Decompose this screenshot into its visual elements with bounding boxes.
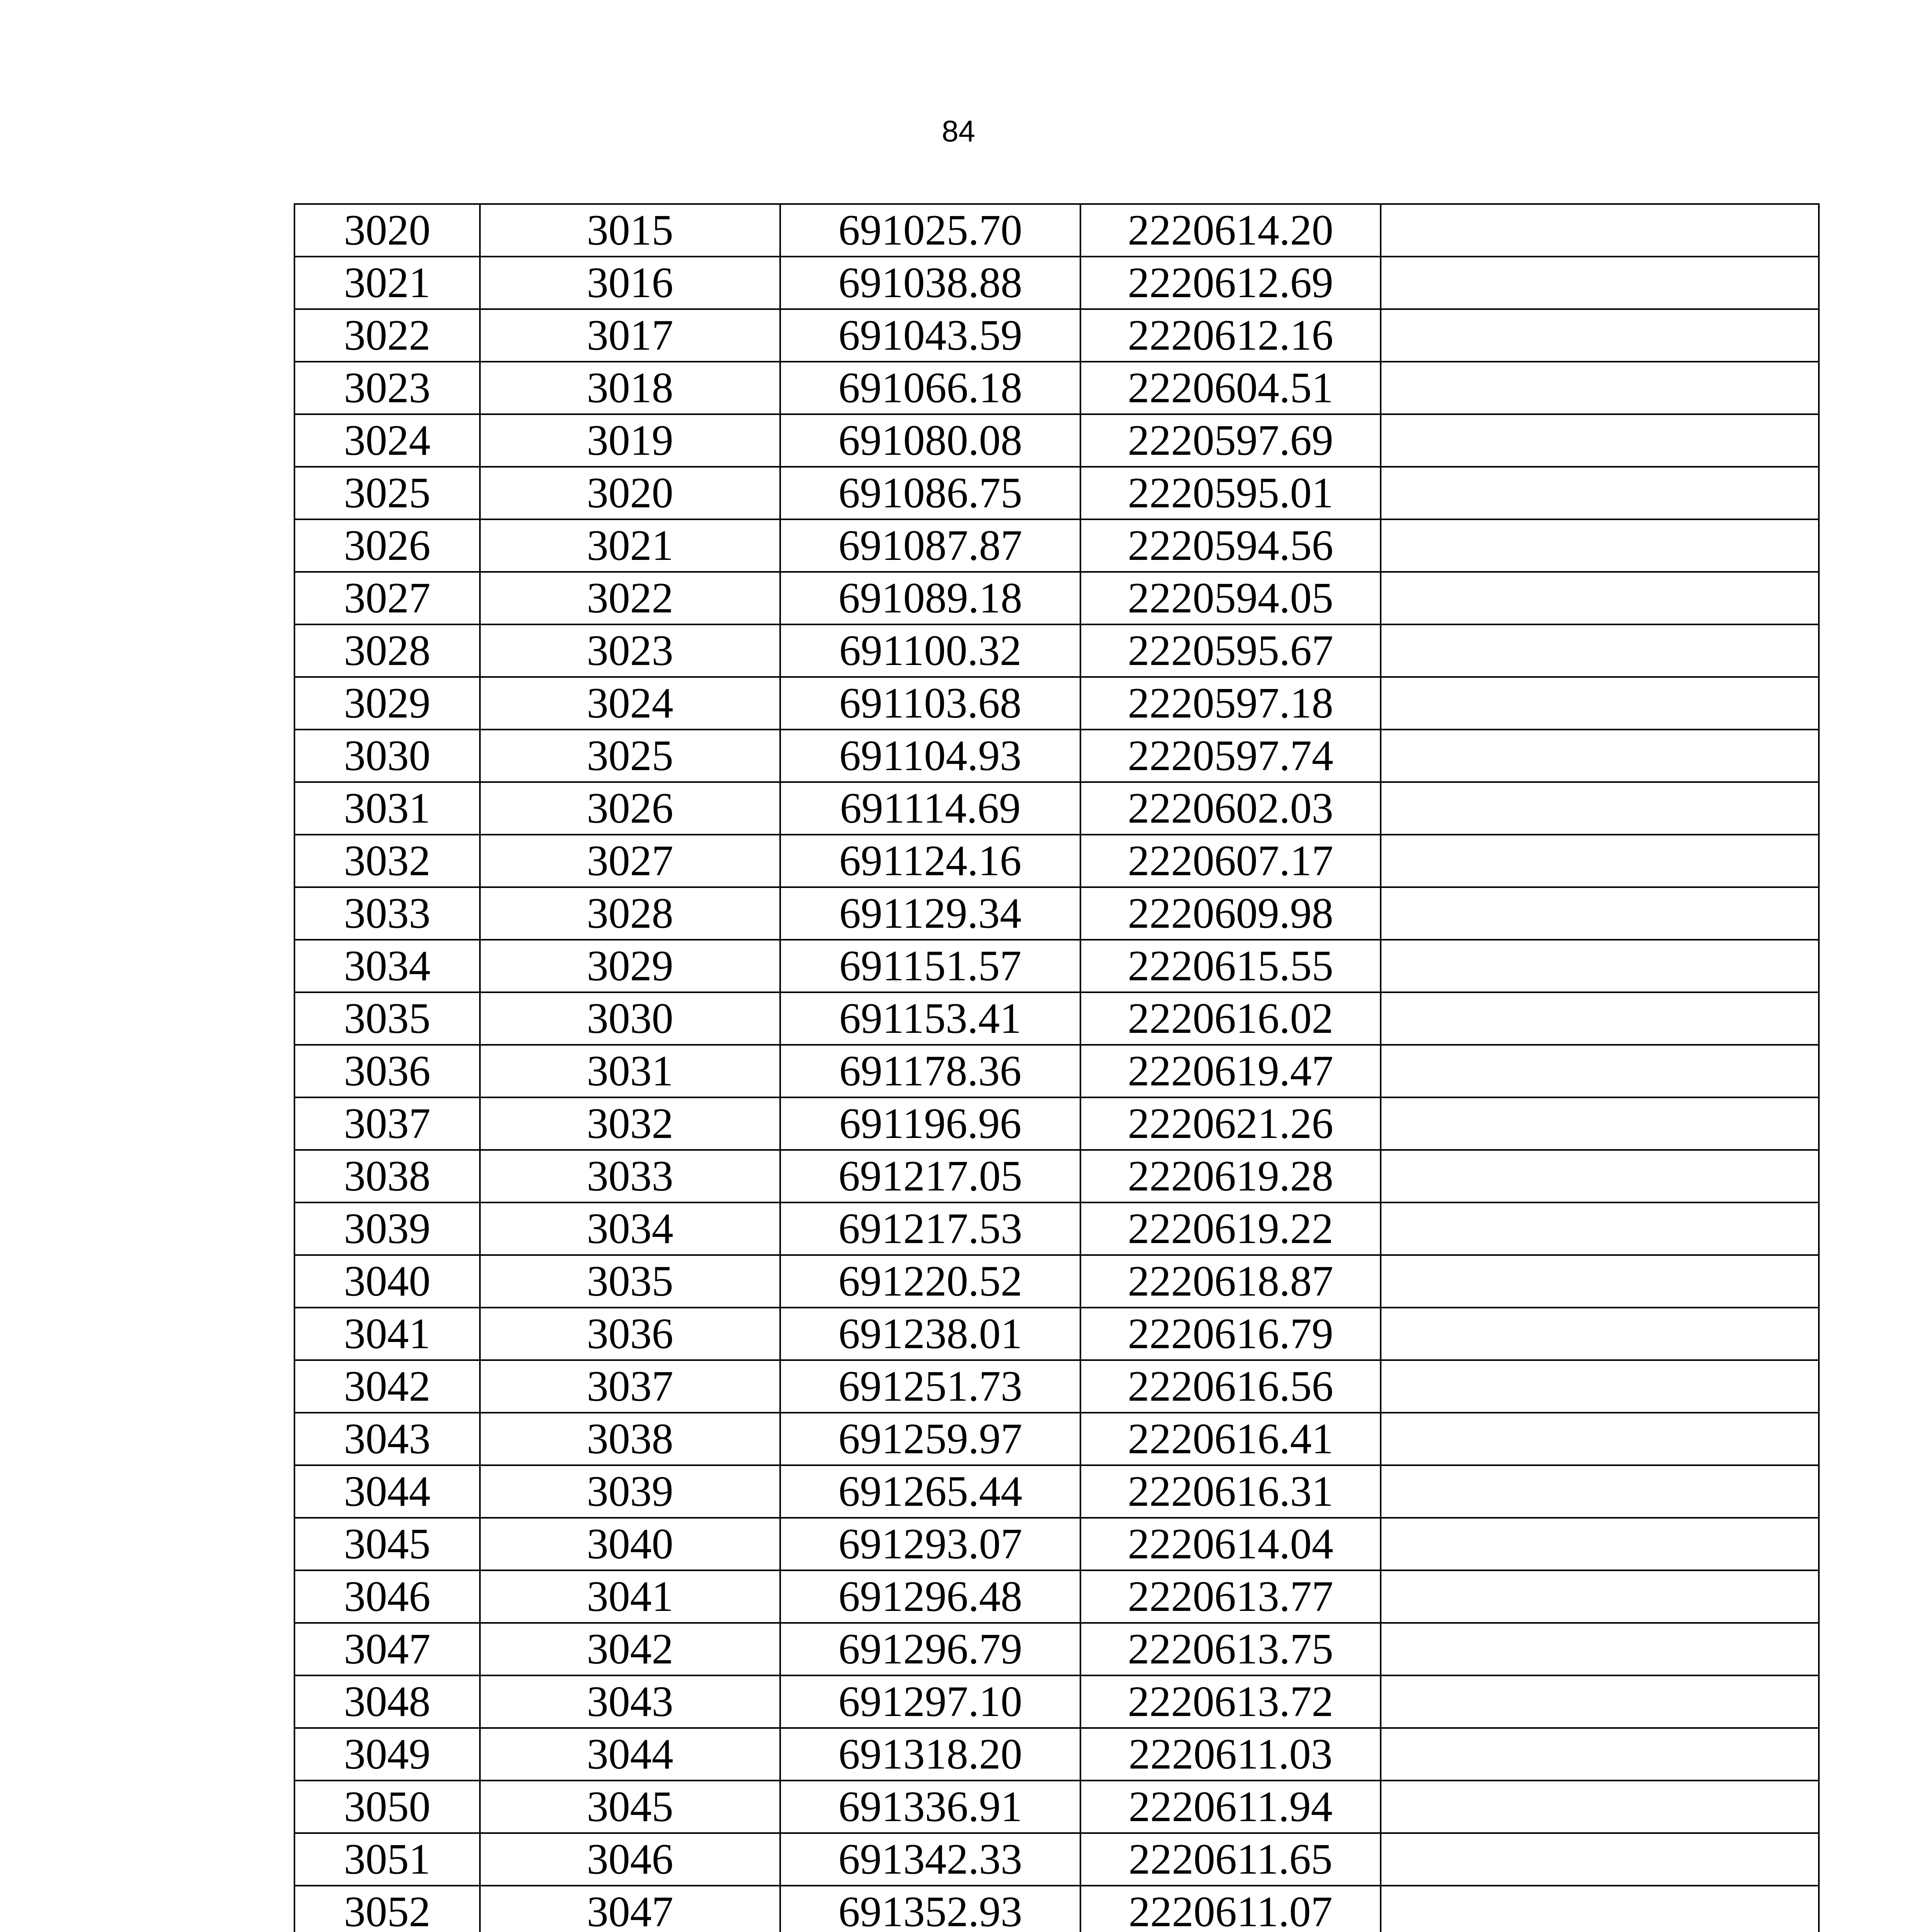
y-coordinate-cell: 2220614.20	[1080, 204, 1381, 257]
y-coordinate-cell: 2220616.56	[1080, 1360, 1381, 1413]
table-row	[294, 467, 1819, 519]
ref-id-cell: 3032	[480, 1097, 780, 1150]
notes-cell	[1381, 204, 1819, 257]
notes-cell	[1381, 887, 1819, 940]
table-row	[294, 519, 1819, 572]
x-coordinate-cell: 691293.07	[780, 1518, 1080, 1570]
notes-cell	[1381, 362, 1819, 414]
point-id-cell: 3034	[294, 940, 480, 992]
notes-cell	[1381, 782, 1819, 835]
table-row	[294, 992, 1819, 1045]
y-coordinate-cell: 2220611.03	[1080, 1728, 1381, 1781]
x-coordinate-cell: 691178.36	[780, 1045, 1080, 1097]
x-coordinate-cell: 691220.52	[780, 1255, 1080, 1308]
table-row	[294, 1886, 1819, 1932]
x-coordinate-cell: 691100.32	[780, 624, 1080, 677]
ref-id-cell: 3031	[480, 1045, 780, 1097]
table-row	[294, 1097, 1819, 1150]
table-row	[294, 204, 1819, 257]
point-id-cell: 3024	[294, 414, 480, 467]
point-id-cell: 3051	[294, 1833, 480, 1886]
x-coordinate-cell: 691296.79	[780, 1623, 1080, 1675]
point-id-cell: 3022	[294, 309, 480, 362]
table-row	[294, 309, 1819, 362]
y-coordinate-cell: 2220612.16	[1080, 309, 1381, 362]
y-coordinate-cell: 2220621.26	[1080, 1097, 1381, 1150]
y-coordinate-cell: 2220613.72	[1080, 1675, 1381, 1728]
table-row	[294, 782, 1819, 835]
x-coordinate-cell: 691153.41	[780, 992, 1080, 1045]
point-id-cell: 3050	[294, 1781, 480, 1833]
table-row	[294, 257, 1819, 309]
notes-cell	[1381, 1518, 1819, 1570]
notes-cell	[1381, 1623, 1819, 1675]
point-id-cell: 3040	[294, 1255, 480, 1308]
x-coordinate-cell: 691342.33	[780, 1833, 1080, 1886]
table-body	[294, 204, 1819, 1932]
y-coordinate-cell: 2220614.04	[1080, 1518, 1381, 1570]
notes-cell	[1381, 1202, 1819, 1255]
ref-id-cell: 3047	[480, 1886, 780, 1932]
table-row	[294, 1623, 1819, 1675]
notes-cell	[1381, 1570, 1819, 1623]
point-id-cell: 3029	[294, 677, 480, 730]
x-coordinate-cell: 691297.10	[780, 1675, 1080, 1728]
point-id-cell: 3052	[294, 1886, 480, 1932]
y-coordinate-cell: 2220613.77	[1080, 1570, 1381, 1623]
notes-cell	[1381, 257, 1819, 309]
point-id-cell: 3033	[294, 887, 480, 940]
point-id-cell: 3020	[294, 204, 480, 257]
point-id-cell: 3031	[294, 782, 480, 835]
notes-cell	[1381, 1781, 1819, 1833]
x-coordinate-cell: 691352.93	[780, 1886, 1080, 1932]
point-id-cell: 3044	[294, 1465, 480, 1518]
point-id-cell: 3048	[294, 1675, 480, 1728]
y-coordinate-cell: 2220604.51	[1080, 362, 1381, 414]
point-id-cell: 3046	[294, 1570, 480, 1623]
notes-cell	[1381, 467, 1819, 519]
point-id-cell: 3037	[294, 1097, 480, 1150]
y-coordinate-cell: 2220607.17	[1080, 835, 1381, 887]
ref-id-cell: 3044	[480, 1728, 780, 1781]
x-coordinate-cell: 691296.48	[780, 1570, 1080, 1623]
ref-id-cell: 3038	[480, 1413, 780, 1465]
notes-cell	[1381, 572, 1819, 624]
ref-id-cell: 3030	[480, 992, 780, 1045]
ref-id-cell: 3023	[480, 624, 780, 677]
y-coordinate-cell: 2220611.65	[1080, 1833, 1381, 1886]
page-number: 84	[942, 114, 975, 148]
table-row	[294, 1570, 1819, 1623]
ref-id-cell: 3020	[480, 467, 780, 519]
ref-id-cell: 3025	[480, 730, 780, 782]
y-coordinate-cell: 2220616.79	[1080, 1308, 1381, 1360]
y-coordinate-cell: 2220616.31	[1080, 1465, 1381, 1518]
point-id-cell: 3043	[294, 1413, 480, 1465]
notes-cell	[1381, 309, 1819, 362]
ref-id-cell: 3045	[480, 1781, 780, 1833]
ref-id-cell: 3026	[480, 782, 780, 835]
point-id-cell: 3038	[294, 1150, 480, 1202]
y-coordinate-cell: 2220594.05	[1080, 572, 1381, 624]
point-id-cell: 3030	[294, 730, 480, 782]
x-coordinate-cell: 691038.88	[780, 257, 1080, 309]
point-id-cell: 3021	[294, 257, 480, 309]
table-row	[294, 1465, 1819, 1518]
notes-cell	[1381, 414, 1819, 467]
notes-cell	[1381, 677, 1819, 730]
x-coordinate-cell: 691124.16	[780, 835, 1080, 887]
notes-cell	[1381, 992, 1819, 1045]
notes-cell	[1381, 1045, 1819, 1097]
y-coordinate-cell: 2220597.18	[1080, 677, 1381, 730]
x-coordinate-cell: 691086.75	[780, 467, 1080, 519]
notes-cell	[1381, 1150, 1819, 1202]
table-row	[294, 1255, 1819, 1308]
ref-id-cell: 3040	[480, 1518, 780, 1570]
point-id-cell: 3039	[294, 1202, 480, 1255]
notes-cell	[1381, 624, 1819, 677]
ref-id-cell: 3046	[480, 1833, 780, 1886]
ref-id-cell: 3022	[480, 572, 780, 624]
point-id-cell: 3036	[294, 1045, 480, 1097]
ref-id-cell: 3028	[480, 887, 780, 940]
point-id-cell: 3045	[294, 1518, 480, 1570]
y-coordinate-cell: 2220616.41	[1080, 1413, 1381, 1465]
table-row	[294, 1045, 1819, 1097]
point-id-cell: 3049	[294, 1728, 480, 1781]
notes-cell	[1381, 1833, 1819, 1886]
ref-id-cell: 3037	[480, 1360, 780, 1413]
notes-cell	[1381, 1413, 1819, 1465]
ref-id-cell: 3015	[480, 204, 780, 257]
x-coordinate-cell: 691087.87	[780, 519, 1080, 572]
ref-id-cell: 3017	[480, 309, 780, 362]
x-coordinate-cell: 691066.18	[780, 362, 1080, 414]
y-coordinate-cell: 2220619.28	[1080, 1150, 1381, 1202]
table-row	[294, 1202, 1819, 1255]
point-id-cell: 3023	[294, 362, 480, 414]
x-coordinate-cell: 691114.69	[780, 782, 1080, 835]
table-row	[294, 677, 1819, 730]
ref-id-cell: 3034	[480, 1202, 780, 1255]
table-row	[294, 414, 1819, 467]
ref-id-cell: 3043	[480, 1675, 780, 1728]
x-coordinate-cell: 691217.53	[780, 1202, 1080, 1255]
notes-cell	[1381, 1728, 1819, 1781]
x-coordinate-cell: 691129.34	[780, 887, 1080, 940]
ref-id-cell: 3035	[480, 1255, 780, 1308]
coordinates-table	[294, 203, 1820, 1932]
table-row	[294, 1728, 1819, 1781]
ref-id-cell: 3024	[480, 677, 780, 730]
point-id-cell: 3047	[294, 1623, 480, 1675]
table-row	[294, 1413, 1819, 1465]
y-coordinate-cell: 2220612.69	[1080, 257, 1381, 309]
ref-id-cell: 3021	[480, 519, 780, 572]
ref-id-cell: 3033	[480, 1150, 780, 1202]
y-coordinate-cell: 2220618.87	[1080, 1255, 1381, 1308]
table-row	[294, 835, 1819, 887]
x-coordinate-cell: 691151.57	[780, 940, 1080, 992]
y-coordinate-cell: 2220613.75	[1080, 1623, 1381, 1675]
x-coordinate-cell: 691196.96	[780, 1097, 1080, 1150]
table-row	[294, 572, 1819, 624]
notes-cell	[1381, 1465, 1819, 1518]
ref-id-cell: 3042	[480, 1623, 780, 1675]
table-row	[294, 362, 1819, 414]
point-id-cell: 3027	[294, 572, 480, 624]
x-coordinate-cell: 691238.01	[780, 1308, 1080, 1360]
y-coordinate-cell: 2220595.67	[1080, 624, 1381, 677]
y-coordinate-cell: 2220615.55	[1080, 940, 1381, 992]
table-row	[294, 1150, 1819, 1202]
notes-cell	[1381, 1360, 1819, 1413]
x-coordinate-cell: 691318.20	[780, 1728, 1080, 1781]
point-id-cell: 3032	[294, 835, 480, 887]
y-coordinate-cell: 2220611.94	[1080, 1781, 1381, 1833]
y-coordinate-cell: 2220597.74	[1080, 730, 1381, 782]
x-coordinate-cell: 691251.73	[780, 1360, 1080, 1413]
point-id-cell: 3035	[294, 992, 480, 1045]
notes-cell	[1381, 519, 1819, 572]
point-id-cell: 3042	[294, 1360, 480, 1413]
notes-cell	[1381, 1308, 1819, 1360]
table-row	[294, 1518, 1819, 1570]
x-coordinate-cell: 691336.91	[780, 1781, 1080, 1833]
notes-cell	[1381, 1675, 1819, 1728]
y-coordinate-cell: 2220594.56	[1080, 519, 1381, 572]
y-coordinate-cell: 2220619.47	[1080, 1045, 1381, 1097]
point-id-cell: 3025	[294, 467, 480, 519]
table-row	[294, 1833, 1819, 1886]
ref-id-cell: 3041	[480, 1570, 780, 1623]
ref-id-cell: 3039	[480, 1465, 780, 1518]
ref-id-cell: 3036	[480, 1308, 780, 1360]
x-coordinate-cell: 691104.93	[780, 730, 1080, 782]
table-row	[294, 1675, 1819, 1728]
y-coordinate-cell: 2220611.07	[1080, 1886, 1381, 1932]
x-coordinate-cell: 691265.44	[780, 1465, 1080, 1518]
notes-cell	[1381, 1255, 1819, 1308]
table-row	[294, 730, 1819, 782]
table-row	[294, 940, 1819, 992]
notes-cell	[1381, 835, 1819, 887]
y-coordinate-cell: 2220595.01	[1080, 467, 1381, 519]
ref-id-cell: 3019	[480, 414, 780, 467]
point-id-cell: 3041	[294, 1308, 480, 1360]
x-coordinate-cell: 691103.68	[780, 677, 1080, 730]
table-row	[294, 887, 1819, 940]
y-coordinate-cell: 2220616.02	[1080, 992, 1381, 1045]
x-coordinate-cell: 691080.08	[780, 414, 1080, 467]
notes-cell	[1381, 1886, 1819, 1932]
x-coordinate-cell: 691043.59	[780, 309, 1080, 362]
table-row	[294, 1360, 1819, 1413]
x-coordinate-cell: 691259.97	[780, 1413, 1080, 1465]
ref-id-cell: 3018	[480, 362, 780, 414]
notes-cell	[1381, 940, 1819, 992]
y-coordinate-cell: 2220602.03	[1080, 782, 1381, 835]
table-row	[294, 1781, 1819, 1833]
point-id-cell: 3028	[294, 624, 480, 677]
table-row	[294, 1308, 1819, 1360]
notes-cell	[1381, 730, 1819, 782]
y-coordinate-cell: 2220597.69	[1080, 414, 1381, 467]
ref-id-cell: 3016	[480, 257, 780, 309]
table-row	[294, 624, 1819, 677]
x-coordinate-cell: 691217.05	[780, 1150, 1080, 1202]
x-coordinate-cell: 691025.70	[780, 204, 1080, 257]
x-coordinate-cell: 691089.18	[780, 572, 1080, 624]
notes-cell	[1381, 1097, 1819, 1150]
y-coordinate-cell: 2220619.22	[1080, 1202, 1381, 1255]
point-id-cell: 3026	[294, 519, 480, 572]
ref-id-cell: 3027	[480, 835, 780, 887]
ref-id-cell: 3029	[480, 940, 780, 992]
y-coordinate-cell: 2220609.98	[1080, 887, 1381, 940]
